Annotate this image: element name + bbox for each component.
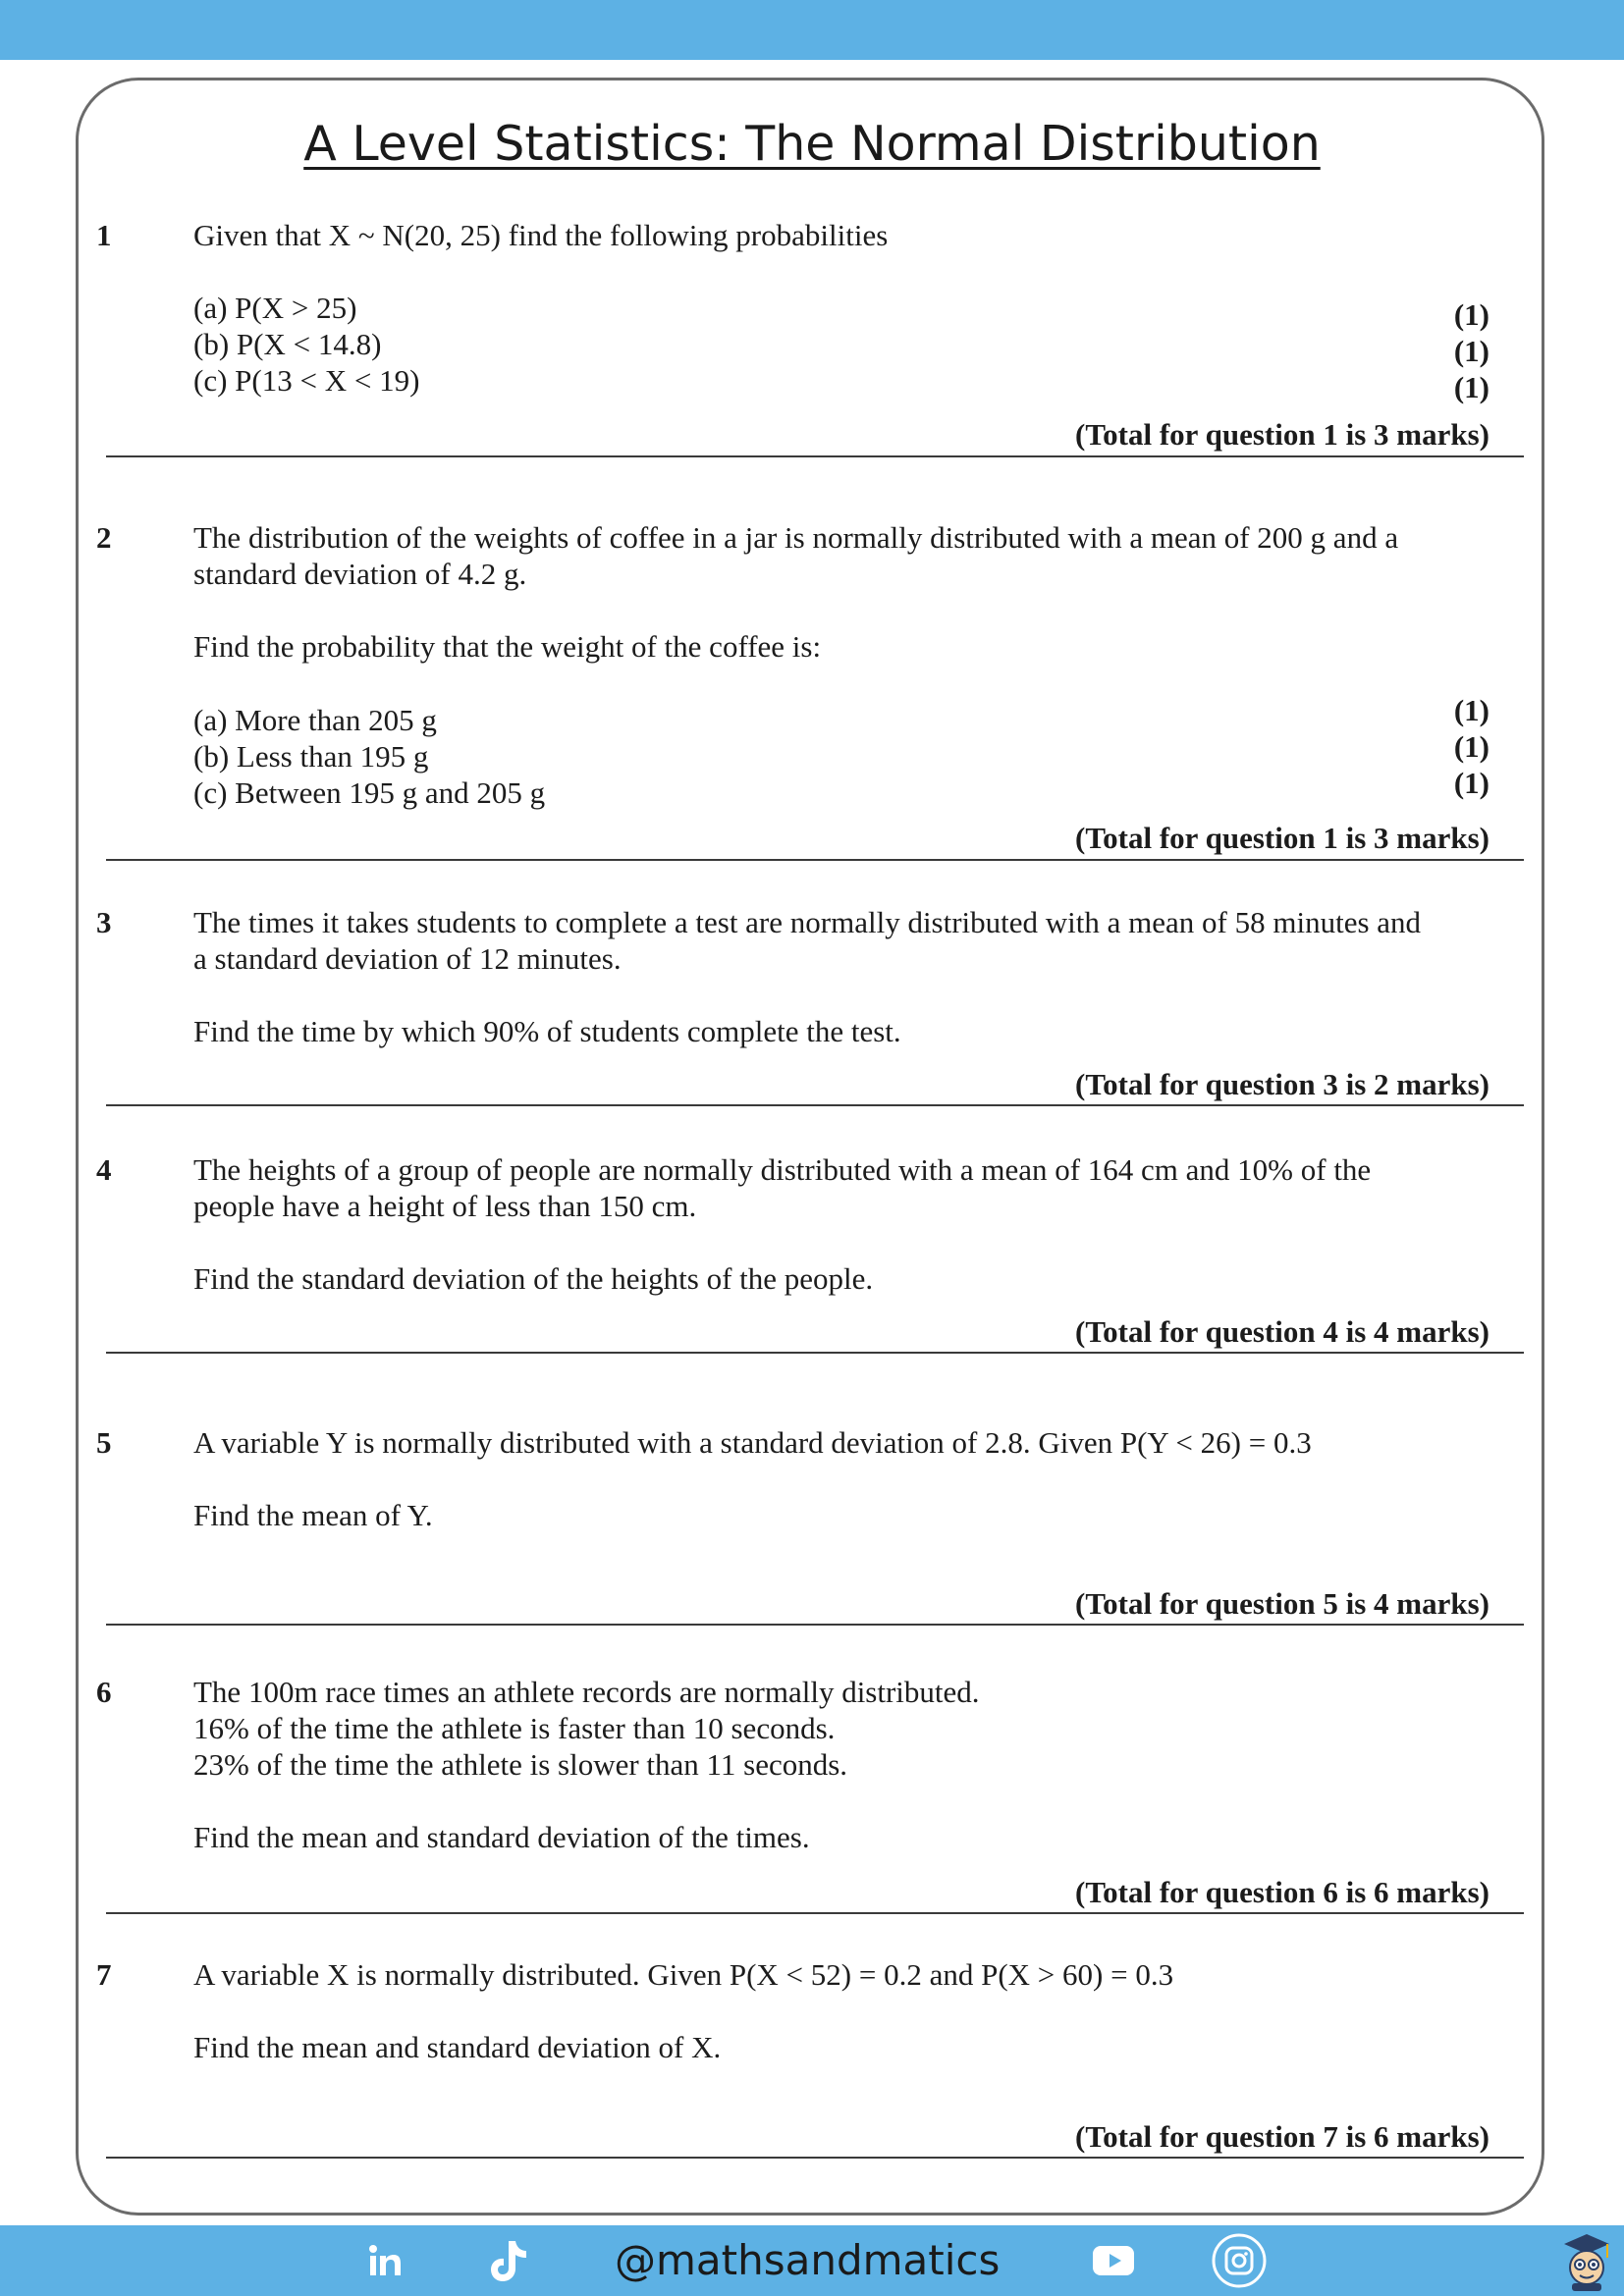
question-6-text-line-1: The 100m race times an athlete records are normally distributed.: [193, 1675, 980, 1709]
question-5-total: (Total for question 5 is 4 marks): [1075, 1586, 1489, 1621]
divider: [106, 1624, 1524, 1626]
question-2-part-a-marks: (1): [1453, 693, 1489, 727]
question-4-total: (Total for question 4 is 4 marks): [1075, 1314, 1489, 1349]
question-6-text-line-3: 23% of the time the athlete is slower than 11 seconds.: [193, 1747, 848, 1782]
top-banner: [0, 0, 1624, 60]
question-4-number: 4: [96, 1152, 112, 1187]
question-3-total: (Total for question 3 is 2 marks): [1075, 1067, 1489, 1101]
question-4-text-line-1: The heights of a group of people are normally distributed with a mean of 164 cm and 10% of the: [193, 1152, 1372, 1187]
mascot-logo: [1557, 2225, 1616, 2296]
question-2-text-line-1: The distribution of the weights of coffee in a jar is normally distributed with a mean of 200 g and a: [193, 520, 1399, 555]
question-7-text: A variable X is normally distributed. Given P(X < 52) = 0.2 and P(X > 60) = 0.3: [193, 1957, 1174, 1992]
question-7-instruction: Find the mean and standard deviation of X.: [193, 2030, 722, 2064]
divider: [106, 455, 1524, 457]
divider: [106, 1104, 1524, 1106]
question-6-text-line-2: 16% of the time the athlete is faster than 10 seconds.: [193, 1711, 836, 1745]
question-7-number: 7: [96, 1957, 112, 1992]
question-5-number: 5: [96, 1425, 112, 1460]
question-3-text-line-1: The times it takes students to complete a test are normally distributed with a mean of 58 minutes and: [193, 905, 1422, 939]
question-4-instruction: Find the standard deviation of the heights of the people.: [193, 1261, 874, 1296]
question-1-part-c-marks: (1): [1453, 370, 1489, 404]
divider: [106, 1912, 1524, 1914]
divider: [106, 2157, 1524, 2159]
page-title: A Level Statistics: The Normal Distribution: [303, 116, 1321, 172]
question-1-number: 1: [96, 218, 112, 252]
question-6-total: (Total for question 6 is 6 marks): [1075, 1875, 1489, 1909]
question-2-total: (Total for question 1 is 3 marks): [1075, 821, 1489, 855]
question-3-text-line-2: a standard deviation of 12 minutes.: [193, 941, 622, 976]
question-2-number: 2: [96, 520, 112, 555]
divider: [106, 859, 1524, 861]
tiktok-icon[interactable]: [487, 2225, 530, 2296]
instagram-icon[interactable]: [1210, 2225, 1269, 2296]
question-1-text: Given that X ~ N(20, 25) find the following probabilities: [193, 218, 889, 252]
social-handle[interactable]: @mathsandmatics: [615, 2236, 1001, 2284]
question-1-part-a: (a) P(X > 25): [193, 291, 357, 325]
question-3-instruction: Find the time by which 90% of students complete the test.: [193, 1014, 901, 1048]
question-1-part-c: (c) P(13 < X < 19): [193, 363, 420, 398]
question-6-instruction: Find the mean and standard deviation of the times.: [193, 1820, 810, 1854]
question-1-total: (Total for question 1 is 3 marks): [1075, 417, 1489, 452]
question-2-part-b-marks: (1): [1453, 729, 1489, 764]
question-2-instruction: Find the probability that the weight of the coffee is:: [193, 629, 822, 664]
divider: [106, 1352, 1524, 1354]
question-5-instruction: Find the mean of Y.: [193, 1498, 433, 1532]
question-3-number: 3: [96, 905, 112, 939]
question-1-part-b: (b) P(X < 14.8): [193, 327, 382, 361]
question-2-part-c: (c) Between 195 g and 205 g: [193, 775, 546, 810]
question-5-text: A variable Y is normally distributed with a standard deviation of 2.8. Given P(Y < 26) = 0.3: [193, 1425, 1312, 1460]
question-2-part-a: (a) More than 205 g: [193, 703, 437, 737]
youtube-icon[interactable]: [1092, 2225, 1135, 2296]
question-4-text-line-2: people have a height of less than 150 cm.: [193, 1189, 697, 1223]
question-1-part-b-marks: (1): [1453, 334, 1489, 368]
question-2-part-c-marks: (1): [1453, 766, 1489, 800]
question-2-text-line-2: standard deviation of 4.2 g.: [193, 557, 527, 591]
question-2-part-b: (b) Less than 195 g: [193, 739, 429, 774]
question-1-part-a-marks: (1): [1453, 297, 1489, 332]
question-6-number: 6: [96, 1675, 112, 1709]
question-7-total: (Total for question 7 is 6 marks): [1075, 2119, 1489, 2154]
linkedin-icon[interactable]: [365, 2225, 405, 2296]
